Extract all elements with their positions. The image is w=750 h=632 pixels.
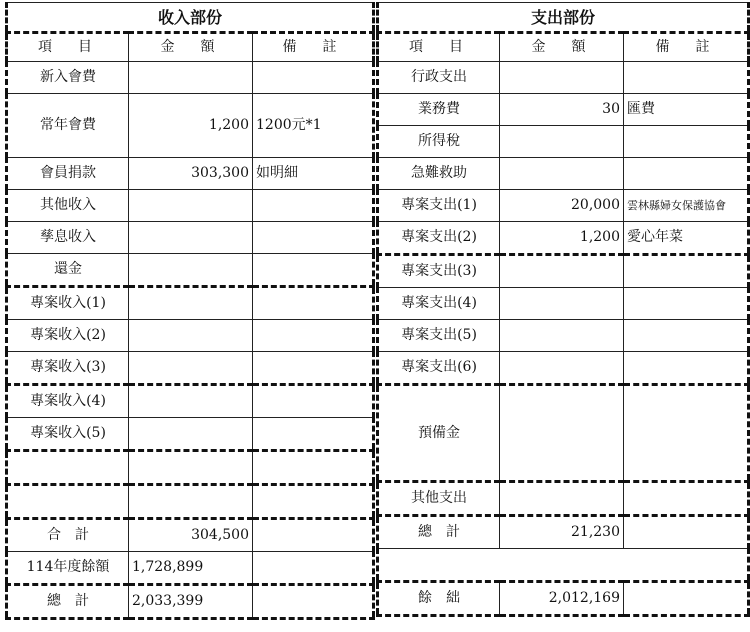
table-row [378,385,749,482]
expense-amount [500,482,624,516]
income-amount [129,320,253,352]
income-amount [129,222,253,254]
expense-total-label: 總 計 [378,516,500,549]
table-row [378,482,749,516]
income-item: 其他收入 [7,190,129,222]
expense-note [624,62,749,94]
expense-note: 匯費 [624,94,749,126]
expense-item: 行政支出 [378,62,500,94]
income-item: 會員捐款 [7,158,129,190]
income-amount [129,254,253,287]
table-row [378,352,749,385]
table-row [378,288,749,320]
table-row [378,62,749,94]
income-amount [129,190,253,222]
expense-note [624,385,749,482]
income-item: 專案收入(2) [7,320,129,352]
expense-balance-label: 餘 絀 [378,582,500,616]
expense-item: 專案支出(2) [378,222,500,255]
table-row [378,320,749,352]
expense-title: 支出部份 [378,3,749,33]
income-subtotal-value: 304,500 [129,519,253,552]
income-amount [129,287,253,320]
expense-amount: 20,000 [500,190,624,222]
income-item [7,485,129,519]
income-note: 1200元*1 [253,94,374,158]
income-amount [129,352,253,385]
table-row [378,94,749,126]
income-subtotal-row [7,519,374,552]
expense-amount: 1,200 [500,222,624,255]
expense-note [624,482,749,516]
expense-item: 所得稅 [378,126,500,158]
income-note [253,485,374,519]
expense-amount [500,352,624,385]
income-total-value: 2,033,399 [129,585,253,619]
expense-balance-row [378,582,749,616]
income-prev-balance-label: 114年度餘額 [7,552,129,585]
income-item: 還金 [7,254,129,287]
table-row [7,222,374,254]
income-amount [129,451,253,485]
expense-item: 預備金 [378,385,500,482]
expense-item: 其他支出 [378,482,500,516]
income-item: 專案收入(3) [7,352,129,385]
income-prev-balance-row [7,552,374,585]
income-note [253,254,374,287]
income-prev-balance-note [253,552,374,585]
table-row [7,485,374,519]
income-amount [129,418,253,451]
table-row [378,255,749,288]
expense-amount [500,158,624,190]
table-row [7,385,374,418]
table-row [7,190,374,222]
expense-note [624,352,749,385]
expense-total-value: 21,230 [500,516,624,549]
table-row [7,254,374,287]
income-subtotal-label: 合 計 [7,519,129,552]
income-amount: 1,200 [129,94,253,158]
income-amount [129,385,253,418]
income-note [253,320,374,352]
table-row [7,352,374,385]
income-item: 專案收入(5) [7,418,129,451]
expense-amount: 30 [500,94,624,126]
expense-item: 專案支出(4) [378,288,500,320]
income-item: 專案收入(1) [7,287,129,320]
expense-header-amount: 金 額 [500,33,624,62]
income-header-note: 備 註 [253,33,374,62]
table-row [7,451,374,485]
expense-header-item: 項 目 [378,33,500,62]
expense-balance-note [624,582,749,616]
table-row [378,190,749,222]
income-note [253,190,374,222]
expense-item: 業務費 [378,94,500,126]
expense-item: 專案支出(5) [378,320,500,352]
expense-amount [500,288,624,320]
table-row [378,222,749,255]
income-header-amount: 金 額 [129,33,253,62]
expense-amount [500,255,624,288]
expense-note [624,320,749,352]
expense-table [376,2,750,617]
income-note [253,62,374,94]
income-total-note [253,585,374,619]
expense-note [624,288,749,320]
income-subtotal-note [253,519,374,552]
expense-header-note: 備 註 [624,33,749,62]
expense-total-note [624,516,749,549]
income-item: 新入會費 [7,62,129,94]
expense-item: 急難救助 [378,158,500,190]
table-row [7,287,374,320]
expense-amount [500,62,624,94]
income-item: 常年會費 [7,94,129,158]
expense-note: 雲林縣婦女保護協會 [624,190,749,222]
income-amount [129,62,253,94]
expense-item: 專案支出(6) [378,352,500,385]
table-row [7,62,374,94]
income-note [253,385,374,418]
expense-blank-cell [378,549,749,582]
income-amount: 303,300 [129,158,253,190]
expense-amount [500,320,624,352]
income-note [253,287,374,320]
income-note [253,418,374,451]
income-note [253,352,374,385]
income-note [253,222,374,254]
income-item [7,451,129,485]
income-item: 孳息收入 [7,222,129,254]
table-row [378,126,749,158]
expense-note: 愛心年菜 [624,222,749,255]
income-item: 專案收入(4) [7,385,129,418]
expense-item: 專案支出(3) [378,255,500,288]
expense-note [624,158,749,190]
expense-amount [500,385,624,482]
expense-amount [500,126,624,158]
table-row [378,158,749,190]
income-table [5,2,375,620]
expense-note [624,126,749,158]
expense-blank-row [378,549,749,582]
income-total-row [7,585,374,619]
expense-total-row [378,516,749,549]
expense-item: 專案支出(1) [378,190,500,222]
table-row [7,158,374,190]
expense-note [624,255,749,288]
table-row [7,320,374,352]
income-note [253,451,374,485]
income-total-label: 總 計 [7,585,129,619]
table-row [7,94,374,158]
income-note: 如明細 [253,158,374,190]
income-amount [129,485,253,519]
income-prev-balance-value: 1,728,899 [129,552,253,585]
income-title: 收入部份 [7,3,374,33]
table-row [7,418,374,451]
expense-balance-value: 2,012,169 [500,582,624,616]
income-header-item: 項 目 [7,33,129,62]
